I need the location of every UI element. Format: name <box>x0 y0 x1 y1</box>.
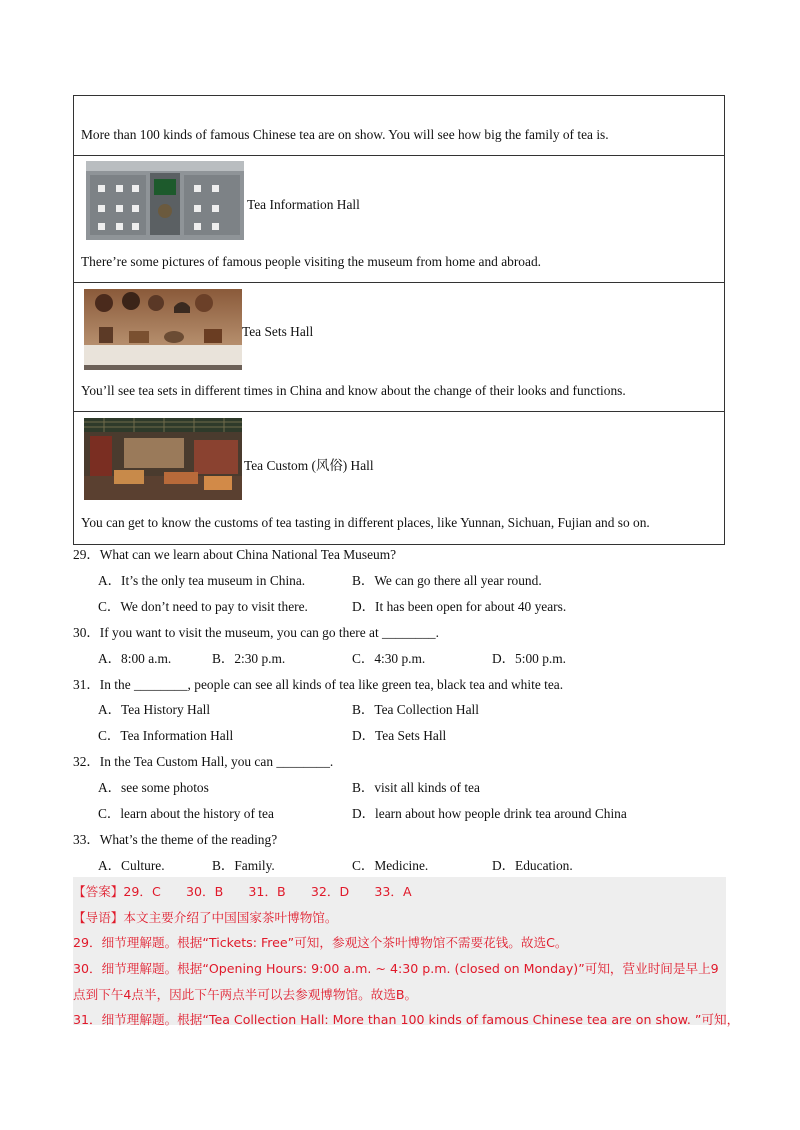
question-29-option-a: A．It’s the only tea museum in China. <box>98 573 306 588</box>
question-29-stem: 29．What can we learn about China National Tea Museum? <box>73 547 397 562</box>
question-33-option-b: B．Family. <box>212 858 275 873</box>
tea-custom-hall-photo <box>84 418 242 500</box>
question-31-option-b: B．Tea Collection Hall <box>352 702 479 717</box>
hall-description: More than 100 kinds of famous Chinese tea are on show. You will see how big the family of tea is. <box>81 127 609 142</box>
question-29-option-c: C．We don’t need to pay to visit there. <box>98 599 308 614</box>
question-30-option-a: A．8:00 a.m. <box>98 651 172 666</box>
question-32-option-d: D．learn about how people drink tea around China <box>352 806 627 821</box>
table-row <box>74 96 724 156</box>
question-33-option-a: A．Culture. <box>98 858 165 873</box>
question-32-option-a: A．see some photos <box>98 780 209 795</box>
question-33-option-c: C．Medicine. <box>352 858 429 873</box>
table-row <box>74 283 724 412</box>
question-30-option-c: C．4:30 p.m. <box>352 651 426 666</box>
answer-30-explanation: 30．细节理解题。根据“Opening Hours: 9:00 a.m. ~ 4:30 p.m. (closed on Monday)”可知，营业时间是早上9 <box>73 961 719 976</box>
table-row <box>74 156 724 283</box>
hall-name: Tea Information Hall <box>247 197 360 212</box>
question-32-option-b: B．visit all kinds of tea <box>352 780 480 795</box>
answer-30-explanation-cont: 点到下午4点半，因此下午两点半可以去参观博物馆。故选B。 <box>73 987 418 1002</box>
question-31-option-d: D．Tea Sets Hall <box>352 728 447 743</box>
question-31-option-a: A．Tea History Hall <box>98 702 211 717</box>
question-29-option-d: D．It has been open for about 40 years. <box>352 599 567 614</box>
question-33-stem: 33．What’s the theme of the reading? <box>73 832 278 847</box>
museum-halls-table <box>73 95 725 545</box>
question-32-stem: 32．In the Tea Custom Hall, you can ________. <box>73 754 334 769</box>
hall-description: You can get to know the customs of tea tasting in different places, like Yunnan, Sichuan, Fujian and so on. <box>81 515 650 530</box>
hall-description: There’re some pictures of famous people visiting the museum from home and abroad. <box>81 254 541 269</box>
question-30-option-d: D．5:00 p.m. <box>492 651 567 666</box>
question-31-option-c: C．Tea Information Hall <box>98 728 234 743</box>
question-31-stem: 31．In the ________, people can see all kinds of tea like green tea, black tea and white tea. <box>73 677 564 692</box>
answer-29-explanation: 29．细节理解题。根据“Tickets: Free”可知，参观这个茶叶博物馆不需要花钱。故选C。 <box>73 935 568 950</box>
answer-intro: 【导语】本文主要介绍了中国国家茶叶博物馆。 <box>73 910 338 925</box>
question-30-stem: 30．If you want to visit the museum, you can go there at ________. <box>73 625 439 640</box>
hall-name: Tea Sets Hall <box>242 324 314 339</box>
question-29-option-b: B．We can go there all year round. <box>352 573 542 588</box>
answer-key: 【答案】29．C 30．B 31．B 32．D 33．A <box>73 884 412 899</box>
question-32-option-c: C．learn about the history of tea <box>98 806 274 821</box>
tea-sets-hall-photo <box>84 289 242 370</box>
table-row <box>74 412 724 544</box>
hall-description: You’ll see tea sets in different times in China and know about the change of their looks and functions. <box>81 383 626 398</box>
hall-name: Tea Custom (风俗) Hall <box>244 458 374 473</box>
answer-31-explanation: 31．细节理解题。根据“Tea Collection Hall: More than 100 kinds of famous Chinese tea are on show. ”可知， <box>73 1012 740 1027</box>
question-30-option-b: B．2:30 p.m. <box>212 651 286 666</box>
question-33-option-d: D．Education. <box>492 858 573 873</box>
tea-information-hall-photo <box>86 161 244 240</box>
